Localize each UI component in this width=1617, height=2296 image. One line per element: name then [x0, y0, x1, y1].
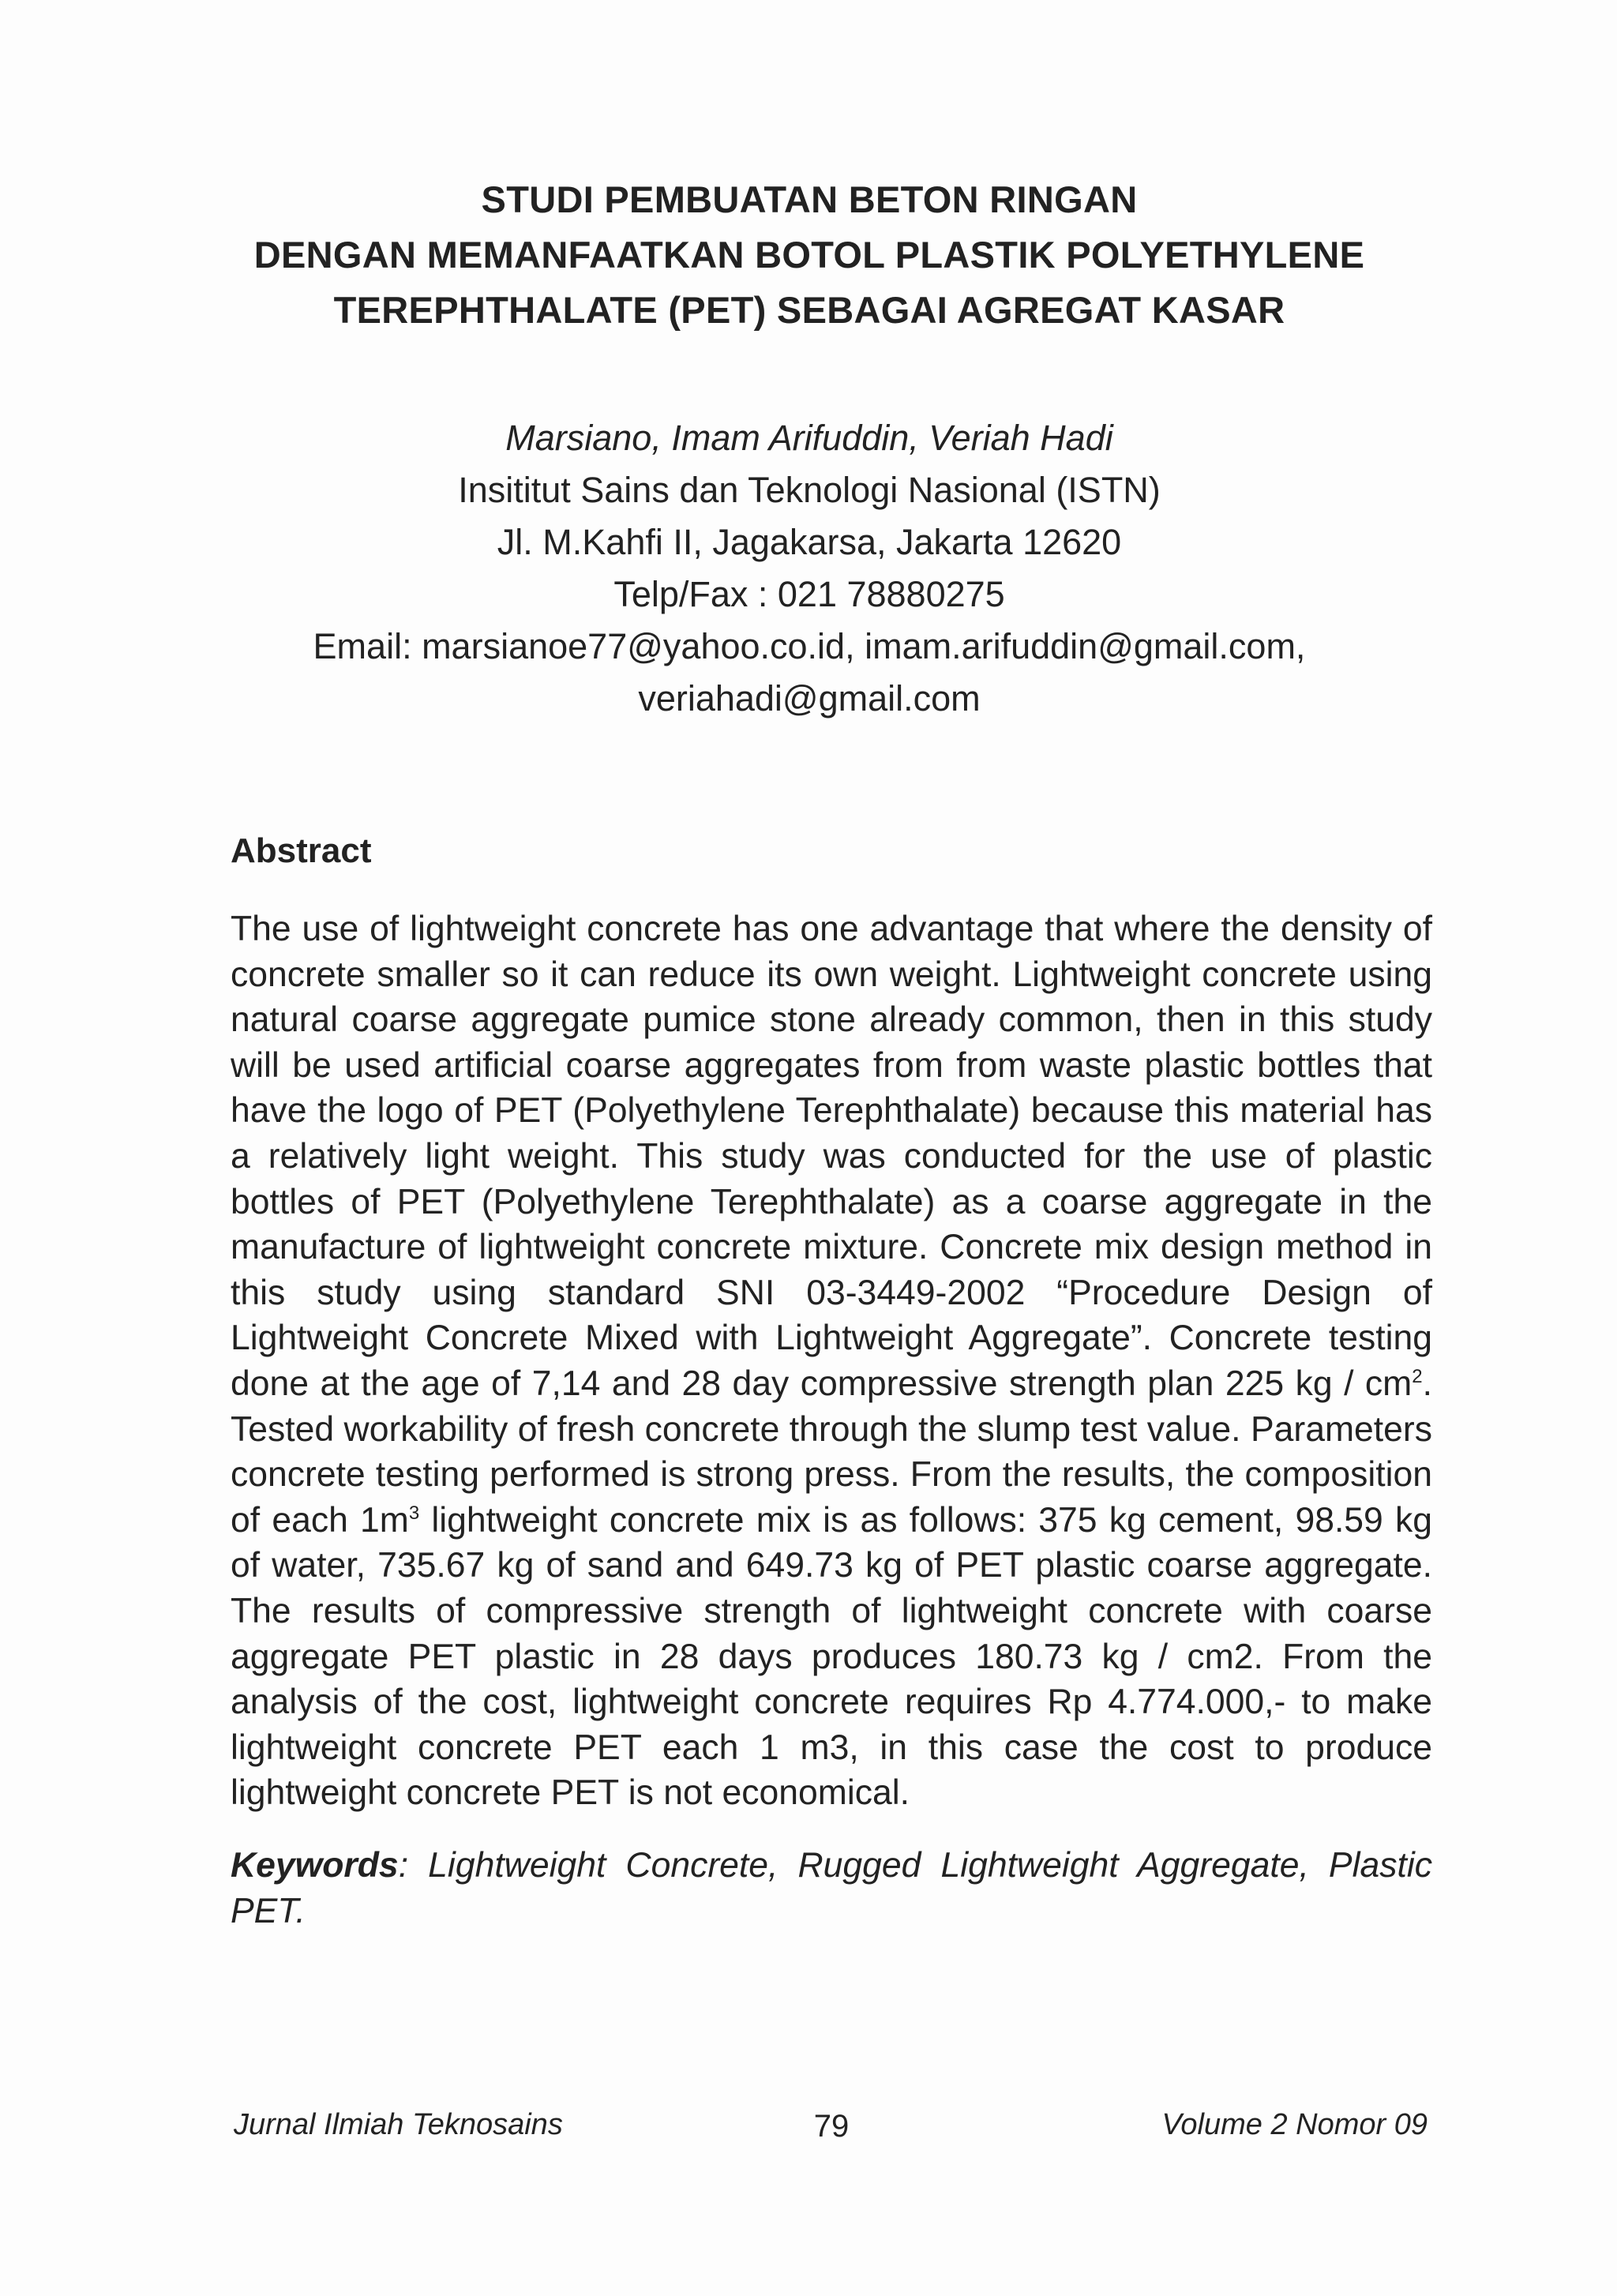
address: Jl. M.Kahfi II, Jagakarsa, Jakarta 12620	[497, 522, 1122, 562]
title-line-2: DENGAN MEMANFAATKAN BOTOL PLASTIK POLYETHYLENE	[253, 234, 1365, 276]
email-line-2: veriahadi@gmail.com	[638, 678, 981, 718]
journal-name: Jurnal Ilmiah Teknosains	[234, 2108, 563, 2141]
title-line-1: STUDI PEMBUATAN BETON RINGAN	[481, 178, 1138, 220]
keywords-separator: :	[398, 1846, 409, 1885]
abstract-text-part-3: lightweight concrete mix is as follows: 375 kg cement, 98.59 kg of water, 735.67 kg of sand and 649.73 kg of PET plastic coarse aggregate. The results of compressive strength of lightweight concrete with coarse aggregate PET plastic in 28 days produces 180.73 kg / cm2. From the analysis of the cost, lightweight concrete requires Rp 4.774.000,- to make lightweight concrete PET each 1 m3, in this case the cost to produce lightweight concrete PET is not economical.	[231, 1500, 1433, 1813]
abstract-body	[231, 906, 1432, 1816]
superscript-2: 2	[1412, 1366, 1423, 1388]
author-info	[197, 412, 1421, 725]
abstract-text-part-1: The use of lightweight concrete has one advantage that where the density of concrete smaller so it can reduce its own weight. Lightweight concrete using natural coarse aggregate pumice stone already common, then in this study will be used artificial coarse aggregates from from waste plastic bottles that have the logo of PET (Polyethylene Terephthalate) because this material has a relatively light weight. This study was conducted for the use of plastic bottles of PET (Polyethylene Terephthalate) as a coarse aggregate in the manufacture of lightweight concrete mixture. Concrete mix design method in this study using standard SNI 03-3449-2002 “Procedure Design of Lightweight Concrete Mixed with Lightweight Aggregate”. Concrete testing done at the age of 7,14 and 28 day compressive strength plan 225 kg / cm	[231, 910, 1432, 1403]
title-line-3: TEREPHTHALATE (PET) SEBAGAI AGREGAT KASAR	[333, 289, 1285, 331]
keywords-text: Lightweight Concrete, Rugged Lightweight Aggregate, Plastic PET.	[231, 1846, 1432, 1930]
page-footer	[231, 2103, 1432, 2147]
phone: Telp/Fax : 021 78880275	[613, 574, 1005, 614]
keywords-label: Keywords	[231, 1846, 399, 1885]
page-number: 79	[813, 2109, 850, 2144]
superscript-3: 3	[408, 1502, 420, 1524]
institution: Insititut Sains dan Teknologi Nasional (ISTN)	[458, 470, 1161, 510]
paper-title	[158, 172, 1461, 338]
abstract-heading: Abstract	[231, 831, 372, 870]
email-line-1: Email: marsianoe77@yahoo.co.id, imam.arifuddin@gmail.com,	[313, 626, 1306, 666]
volume-info: Volume 2 Nomor 09	[1161, 2108, 1428, 2141]
author-names: Marsiano, Imam Arifuddin, Veriah Hadi	[505, 418, 1113, 458]
keywords	[231, 1843, 1432, 1934]
abstract-text-part-2: . Tested workability of fresh concrete through the slump test value. Parameters concrete testing performed is strong press. From the results, the composition of each 1m	[231, 1364, 1432, 1540]
